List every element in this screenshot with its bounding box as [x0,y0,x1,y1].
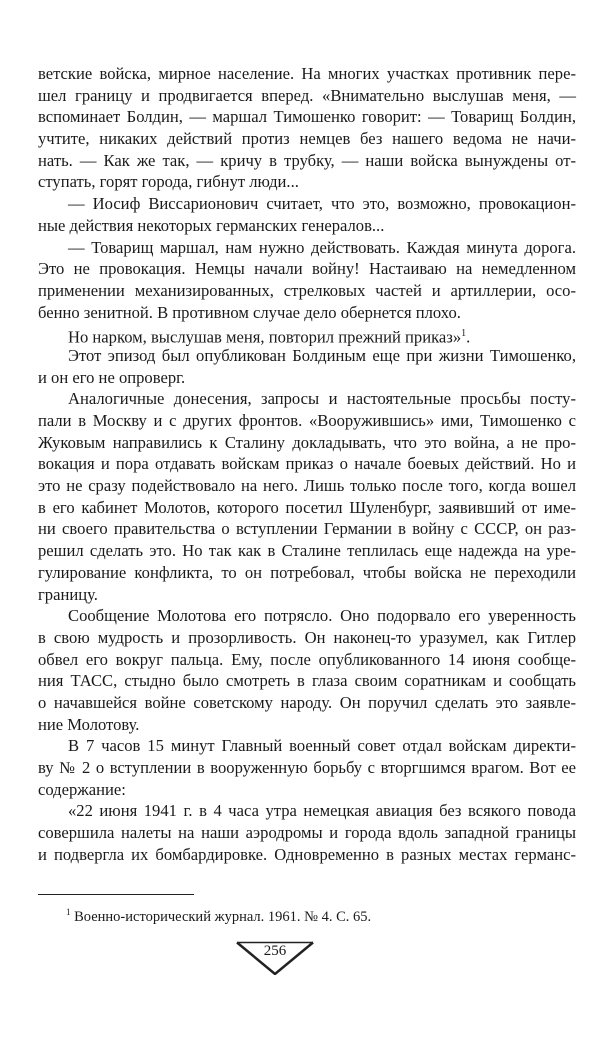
text-line: учтите, никаких действий протиз немцев без нашего ведома не начи- [38,129,576,149]
text-line: вокация и пора отдавать войскам приказ о начале боевых действий. Но и [38,454,576,474]
text-line: Сообщение Молотова его потрясло. Оно подорвало его уверенность [68,606,576,626]
text-line: Жуковым направились к Сталину докладывать, что это война, а не про- [38,432,576,452]
text-line: о начавшейся войне советскому народу. Он поручил сделать это заявле- [38,692,576,712]
text-line: ные действия некоторых германских генералов... [38,215,385,235]
text-line: — Иосиф Виссарионович считает, что это, возможно, провокацион- [68,194,576,214]
footnote-divider [38,894,194,895]
page-number-badge [236,941,314,975]
text-line: это не сразу подействовало на него. Лишь только после того, когда вошел [38,476,576,496]
text-line: Этот эпизод был опубликован Болдиным еще при жизни Тимошенко, [68,345,576,365]
footnote-mark: 1 [66,907,71,917]
text-line: границу. [38,584,98,604]
text-line: в его кабинет Молотов, которого посетил Шуленбург, заявивший от име- [38,497,576,517]
text-line: пали в Москву и с других фронтов. «Вооружившись» ими, Тимошенко с [38,411,576,430]
body-text [38,63,576,865]
text-line: нать. — Как же так, — кричу в трубку, — наши войска вынуждены от- [38,150,576,170]
footnote [66,903,371,926]
footnote-reference: 1 [461,328,467,340]
footnote-text: Военно-исторический журнал. 1961. № 4. С. 65. [74,908,372,925]
text-line: применении механизированных, стрелковых частей и артиллерии, осо- [38,280,576,300]
text-line: шел границу и продвигается вперед. «Внимательно выслушав меня, — [38,85,576,105]
text-line: решил сделать это. Но так как в Сталине теплилась еще надежда на уре- [38,541,576,561]
text-line-with-footnote: Но нарком, выслушав меня, повторил прежний приказ»$^1$. [68,327,471,347]
text: Но нарком, выслушав меня, повторил прежний приказ» [68,327,462,347]
text-line: Аналогичные донесения, запросы и настоятельные просьбы посту- [68,389,576,409]
text-line: Это не провокация. Немцы начали войну! Настаиваю на немедленном [38,259,576,279]
text-line: и подвергла их бомбардировке. Одновременно в разных местах германс- [38,844,576,864]
text-line: бенно зенитной. В противном случае дело обернется плохо. [38,302,461,322]
text-line: вспоминает Болдин, — маршал Тимошенко говорит: — Товарищ Болдин, [38,107,576,127]
text-line: ния ТАСС, стыдно было смотреть в глаза своим соратникам и сообщать [38,671,576,691]
text-line: гулирование конфликта, то он потребовал, чтобы войска не переходили [38,562,576,582]
text-line: содержание: [38,779,126,799]
text-line: ву № 2 о вступлении в вооруженную борьбу с вторгшимся врагом. Вот ее [38,758,576,777]
text-line: совершила налеты на наши аэродромы и города вдоль западной границы [38,823,576,843]
text-line: ние Молотову. [38,714,140,734]
text-line: ступать, горят города, гибнут люди... [38,172,299,192]
text-line: ни своего правительства о вступлении Германии в войну с СССР, он раз- [38,519,576,539]
text-line: В 7 часов 15 минут Главный военный совет отдал войскам директи- [68,736,576,756]
text-line: в свою мудрость и прозорливость. Он наконец-то уразумел, как Гитлер [38,627,576,647]
text-line: обвел его вокруг пальца. Ему, после опубликованного 14 июня сообще- [38,649,576,669]
page-number: 256 [263,943,287,959]
text-line: и он его не опроверг. [38,367,186,387]
text-line: ветские войска, мирное население. На многих участках противник пере- [38,64,576,83]
text-line: «22 июня 1941 г. в 4 часа утра немецкая авиация без всякого повода [68,801,576,821]
text-line: — Товарищ маршал, нам нужно действовать. Каждая минута дорога. [68,237,576,257]
